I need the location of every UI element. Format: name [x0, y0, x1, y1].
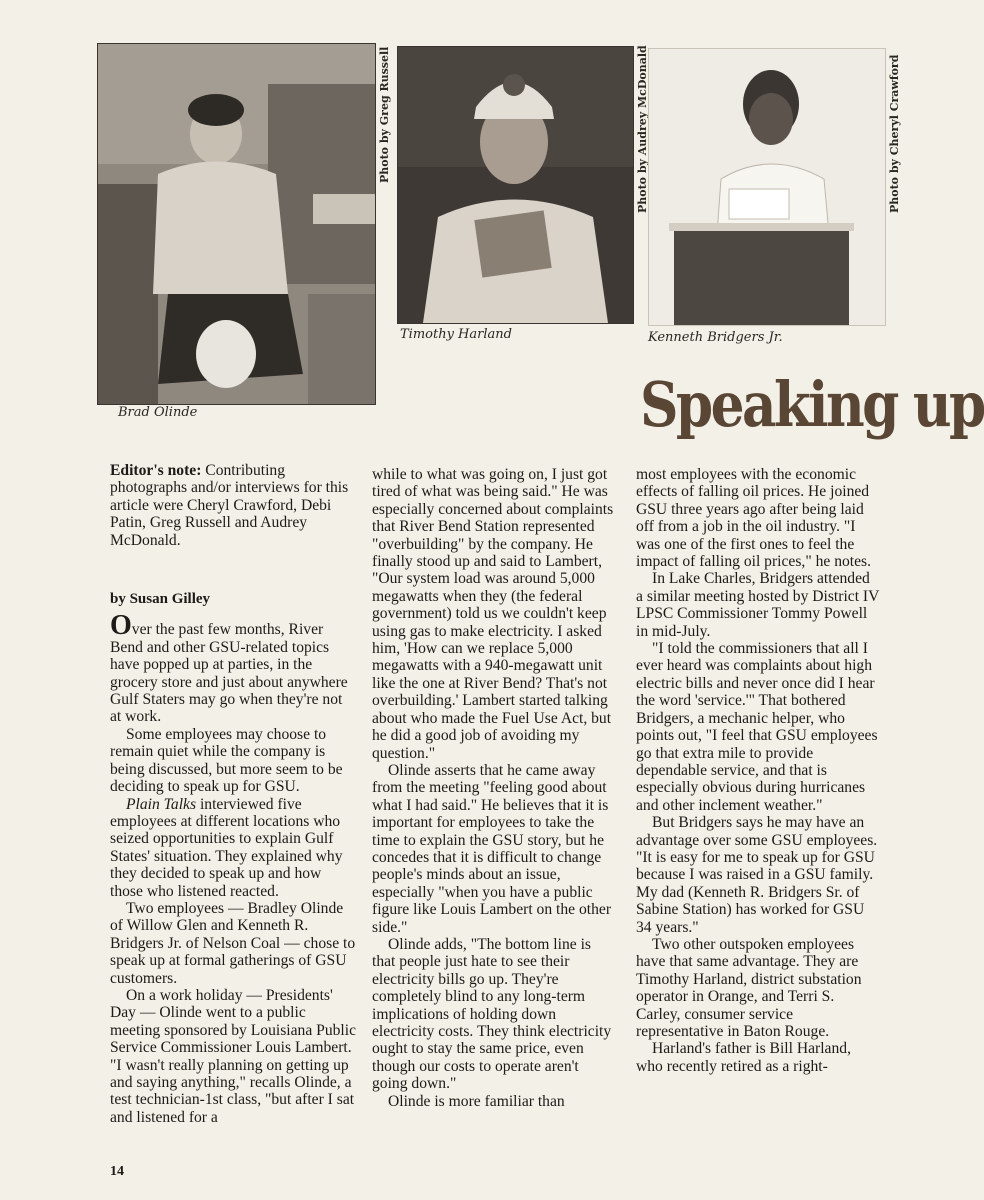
credit-greg-russell: Photo by Greg Russell: [378, 46, 391, 183]
photo-harland-image: [398, 47, 633, 323]
paragraph: Olinde is more familiar than: [388, 1092, 565, 1110]
caption-kenneth-bridgers: Kenneth Bridgers Jr.: [648, 330, 783, 345]
paragraph: Olinde adds, "The bottom line is that people just hate to see their electricity bills go up. They're completely blind to any long-term implications of holding down electricity costs. They think electricity ought to stay the same price, even though our costs to operate aren't going down.": [372, 935, 612, 1093]
photo-bridgers-image: [649, 49, 885, 325]
caption-brad-olinde: Brad Olinde: [118, 405, 198, 420]
editors-note: [110, 462, 356, 549]
credit-cheryl-crawford: Photo by Cheryl Crawford: [888, 54, 901, 213]
byline: by Susan Gilley: [110, 591, 211, 608]
paragraph: Olinde asserts that he came away from the meeting "feeling good about what I had said." He believes that it is important for employees to take the time to explain the GSU story, but he concedes that it is difficult to change people's minds about an issue, especially "when you have a public figure like Louis Lambert on the other side.": [372, 761, 612, 936]
publication-title: Plain Talks: [126, 795, 197, 813]
drop-cap: O: [110, 610, 132, 642]
page-number: 14: [110, 1164, 124, 1179]
paragraph: Harland's father is Bill Harland, who recently retired as a right-: [636, 1040, 851, 1075]
column-2: [372, 466, 618, 1110]
photo-kenneth-bridgers: [648, 48, 886, 326]
headline: Speaking up: [640, 368, 984, 441]
paragraph: [110, 796, 356, 900]
column-1: [110, 462, 356, 1126]
column-3: [636, 466, 880, 1075]
photo-timothy-harland: [397, 46, 634, 324]
paragraph: [110, 610, 356, 726]
paragraph-text: interviewed five employees at different locations who seized opportunities to explain Gulf States' situation. They explained why they decided to speak up and how those who listened reacted.: [110, 795, 343, 900]
caption-timothy-harland: Timothy Harland: [400, 327, 512, 342]
paragraph: "I told the commissioners that all I ever heard was complaints about high electric bills and never once did I hear the word 'service.'" That bothered Bridgers, a mechanic helper, who points out, "I feel that GSU employees go that extra mile to provide dependable service, and that is especially obvious during hurricanes and other inclement weather.": [636, 640, 878, 814]
paragraph: In Lake Charles, Bridgers attended a similar meeting hosted by District IV LPSC Commissioner Tommy Powell in mid-July.: [636, 570, 880, 640]
paragraph: most employees with the economic effects of falling oil prices. He joined GSU three years ago after being laid off from a job in the oil industry. "I was one of the first ones to feel the impact of falling oil prices," he notes.: [636, 466, 872, 571]
paragraph: while to what was going on, I just got tired of what was being said." He was especially concerned about complaints that River Bend Station represented "overbuilding" by the company. He finally stood up and said to Lambert, "Our system load was around 5,000 megawatts when they (the federal government) told us we couldn't keep using gas to make electricity. I asked him, 'How can we replace 5,000 megawatts with a 940-megawatt unit like the one at River Bend? That's not overbuilding.' Lambert started talking about who made the Fuel Use Act, but he did a good job of avoiding my question.": [372, 466, 614, 762]
paragraph: Some employees may choose to remain quiet while the company is being discussed, but more seem to be deciding to speak up for GSU.: [110, 725, 343, 796]
credit-audrey-mcdonald: Photo by Audrey McDonald: [636, 45, 649, 213]
paragraph: On a work holiday — Presidents' Day — Olinde went to a public meeting sponsored by Louisiana Public Service Commissioner Louis Lambert. "I wasn't really planning on getting up and saying anything," recalls Olinde, a test technician-1st class, "but after I sat and listened for a: [110, 986, 356, 1126]
paragraph: Two other outspoken employees have that same advantage. They are Timothy Harland, district substation operator in Orange, and Terri S. Carley, consumer service representative in Baton Rouge.: [636, 935, 862, 1040]
photo-olinde-image: [98, 44, 375, 404]
paragraph: Two employees — Bradley Olinde of Willow Glen and Kenneth R. Bridgers Jr. of Nelson Coal — chose to speak up at formal gatherings of GSU customers.: [110, 899, 356, 987]
photo-brad-olinde: [97, 43, 376, 405]
paragraph: But Bridgers says he may have an advantage over some GSU employees. "It is easy for me to speak up for GSU because I was raised in a GSU family. My dad (Kenneth R. Bridgers Sr. of Sabine Station) has worked for GSU 34 years.": [636, 814, 878, 936]
editors-note-text: Contributing photographs and/or interviews for this article were Cheryl Crawford, Debi Patin, Greg Russell and Audrey McDonald.: [110, 462, 349, 549]
paragraph-text: ver the past few months, River Bend and other GSU-related topics have popped up at parties, in the grocery store and just about anywhere Gulf Staters may go when they're not at work.: [110, 621, 348, 726]
editors-note-label: Editor's note:: [110, 462, 202, 479]
